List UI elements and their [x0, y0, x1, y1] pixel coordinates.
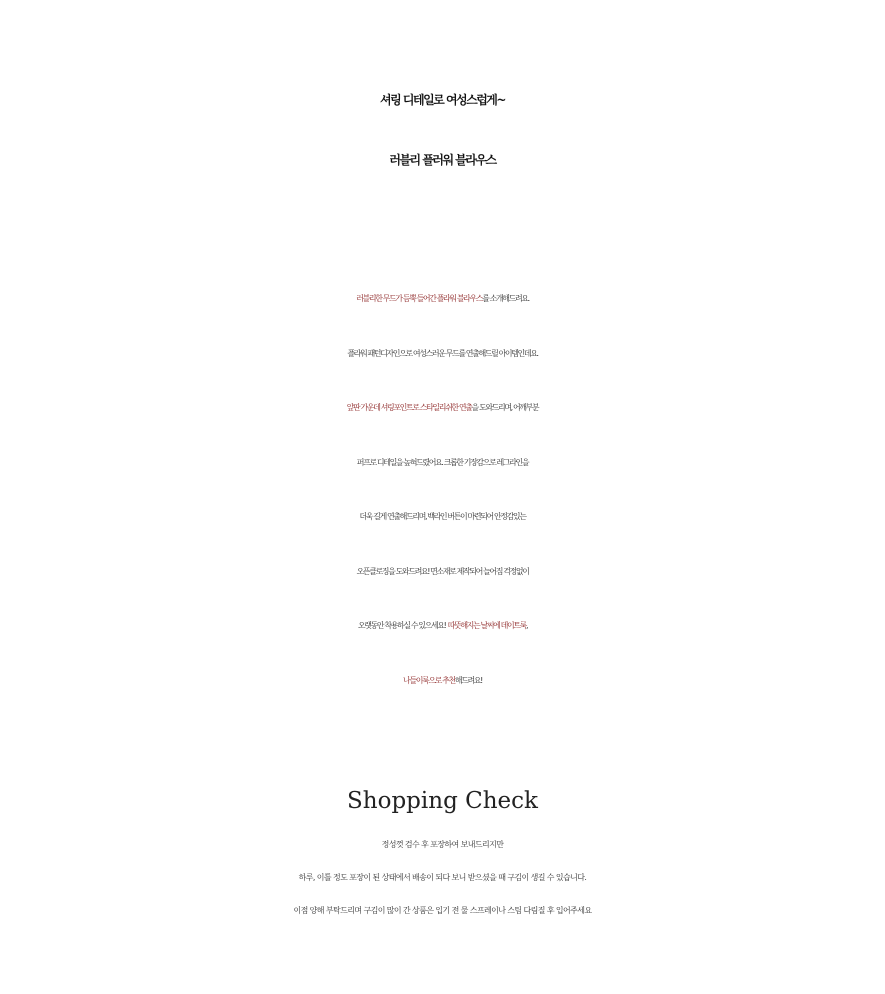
notice-line-3: 이점 양해 부탁드리며 구김이 많이 간 상품은 입기 전 물 스프레이나 스팀 다림질 후 입어주세요 — [293, 906, 592, 915]
description-text: 을 도와드리며, 어깨부분 — [471, 403, 539, 412]
highlight-text: 나들이룩으로 추천 — [403, 675, 455, 685]
shopping-check-title: Shopping Check — [347, 788, 538, 814]
page-headline — [0, 70, 885, 190]
description-line-3 — [0, 381, 885, 436]
highlight-text: 앞판 가운데 셔링포인트로 스타일리쉬한 연출 — [346, 403, 472, 412]
highlight-text: 러블리한 무드가 듬뿍 들어간 플라워 블라우스 — [356, 294, 483, 303]
headline-line-2: 러블리 플러워 블라우스 — [389, 153, 496, 167]
notice-line-1: 정성껏 검수 후 포장하여 보내드리지만 — [381, 840, 504, 849]
description-line-8 — [0, 654, 885, 709]
product-description — [0, 272, 885, 708]
highlight-text: 따뜻해지는 날씨에 데이트룩 — [447, 621, 526, 630]
headline-line-1: 셔링 디테일로 여성스럽게~ — [380, 93, 505, 107]
description-line-6: 오픈클로징을 도와드려요! 면소재로 제작되어 늘어짐 걱정없이 — [356, 566, 529, 576]
shopping-check-notice — [0, 828, 885, 927]
description-text: 해드려요! — [454, 675, 482, 685]
notice-line-2: 하루, 이틀 정도 포장이 된 상태에서 배송이 되다 보니 받으셨을 때 구김이 생길 수 있습니다. — [298, 873, 587, 882]
description-line-5: 더욱 길게 연출해드리며, 백라인 버튼이 마련되어 안정감있는 — [359, 512, 526, 521]
description-line-4: 퍼프로 디테일을 높혀드렸어요. 크롭한 기장감으로 레그라인을 — [356, 457, 529, 467]
description-line-7 — [0, 599, 885, 654]
description-text: 를 소개해드려요. — [482, 294, 529, 303]
description-line-1 — [0, 272, 885, 327]
description-line-2: 플라워 패턴디자인으로 여성스러운 무드를 연출해드릴 아이템인데요. — [347, 348, 538, 358]
description-text: 오랫동안 착용하실 수 있으세요! — [357, 621, 448, 630]
description-text: , — [525, 621, 528, 630]
